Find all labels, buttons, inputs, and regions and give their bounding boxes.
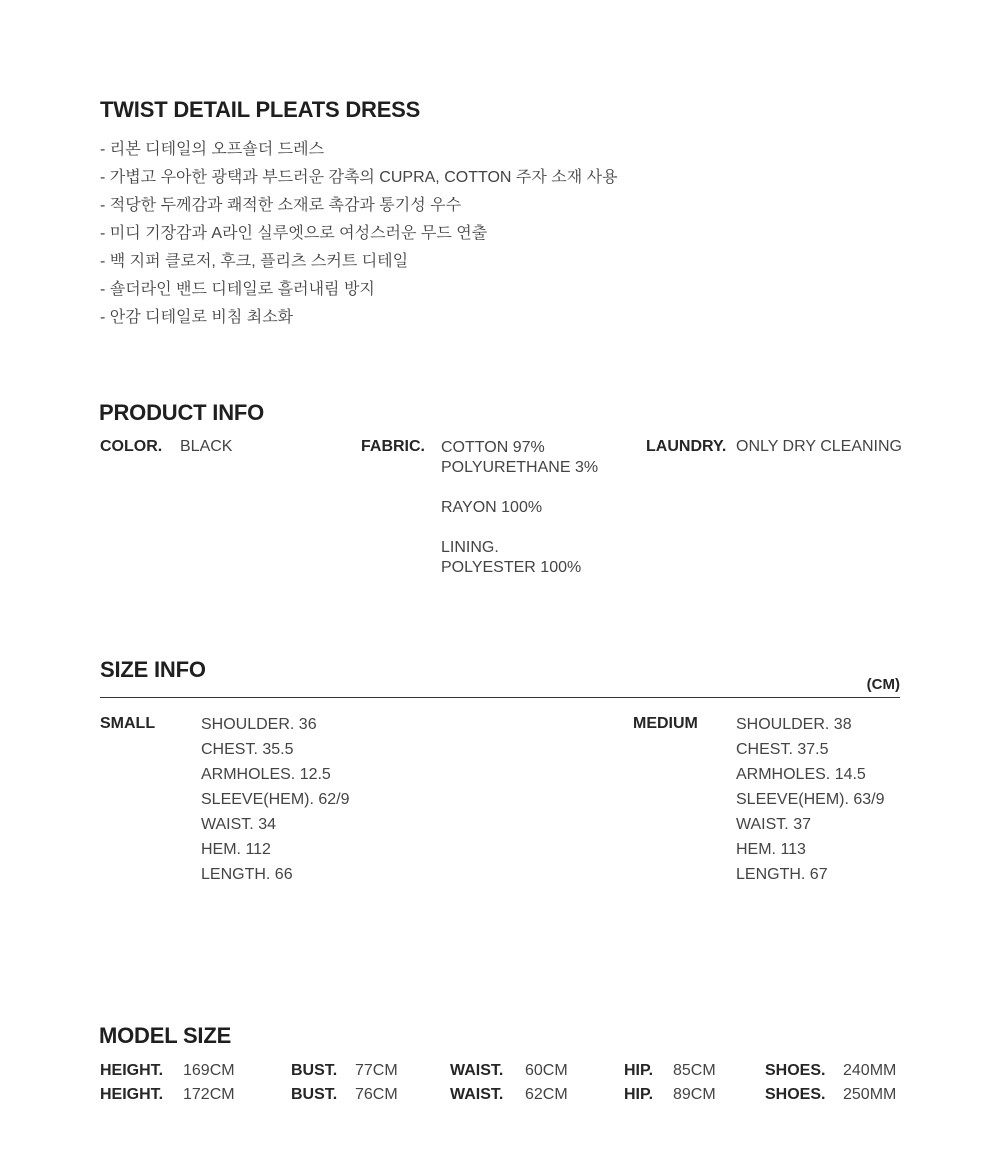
waist-value: 60CM [525,1062,568,1079]
fabric-line: POLYURETHANE 3% [441,459,599,476]
description-item: - 적당한 두께감과 쾌적한 소재로 촉감과 통기성 우수 [100,197,462,214]
color-label: COLOR. [100,438,163,455]
measurement: WAIST. 37 [736,816,811,833]
fabric-line: COTTON 97% [441,439,545,456]
product-info-heading: PRODUCT INFO [99,400,265,425]
hip-value: 85CM [673,1062,716,1079]
measurement: SLEEVE(HEM). 62/9 [201,791,350,808]
measurement: ARMHOLES. 14.5 [736,766,866,783]
fabric-line: POLYESTER 100% [441,559,582,576]
measurement: SLEEVE(HEM). 63/9 [736,791,885,808]
fabric-values [441,438,598,578]
description-item: - 리본 디테일의 오프숄더 드레스 [100,141,325,158]
description-item: - 백 지퍼 클로저, 후크, 플리츠 스커트 디테일 [100,253,409,270]
hip-label: HIP. [624,1062,654,1079]
measurement: CHEST. 35.5 [201,741,294,758]
measurement: ARMHOLES. 12.5 [201,766,331,783]
bust-value: 76CM [355,1086,398,1103]
shoes-label: SHOES. [765,1062,826,1079]
fabric-label: FABRIC. [361,438,425,455]
description-item: - 가볍고 우아한 광택과 부드러운 감촉의 CUPRA, COTTON 주자 소재 사용 [100,169,618,186]
size-divider [100,697,900,698]
height-value: 172CM [183,1086,235,1103]
shoes-value: 250MM [843,1086,897,1103]
waist-value: 62CM [525,1086,568,1103]
fabric-line: RAYON 100% [441,499,543,516]
unit-label: (CM) [866,676,900,693]
size-measurements-small [201,712,350,887]
hip-value: 89CM [673,1086,716,1103]
color-value: BLACK [180,438,233,455]
measurement: CHEST. 37.5 [736,741,829,758]
size-name-medium: MEDIUM [633,715,698,732]
waist-label: WAIST. [450,1086,504,1103]
measurement: SHOULDER. 36 [201,716,317,733]
shoes-label: SHOES. [765,1086,826,1103]
model-size-heading: MODEL SIZE [99,1023,232,1048]
fabric-line: LINING. [441,539,499,556]
description-item: - 미디 기장감과 A라인 실루엣으로 여성스러운 무드 연출 [100,225,488,242]
laundry-label: LAUNDRY. [646,438,727,455]
product-title: TWIST DETAIL PLEATS DRESS [100,97,421,122]
measurement: LENGTH. 67 [736,866,828,883]
measurement: LENGTH. 66 [201,866,293,883]
description-item: - 안감 디테일로 비침 최소화 [100,309,294,326]
measurement: SHOULDER. 38 [736,716,852,733]
measurement: HEM. 113 [736,841,806,858]
height-label: HEIGHT. [100,1086,164,1103]
bust-label: BUST. [291,1062,338,1079]
waist-label: WAIST. [450,1062,504,1079]
laundry-value: ONLY DRY CLEANING [736,438,902,455]
bust-label: BUST. [291,1086,338,1103]
shoes-value: 240MM [843,1062,897,1079]
size-info-heading: SIZE INFO [100,657,206,682]
height-label: HEIGHT. [100,1062,164,1079]
height-value: 169CM [183,1062,235,1079]
measurement: WAIST. 34 [201,816,276,833]
description-list [100,136,618,332]
measurement: HEM. 112 [201,841,271,858]
size-measurements-medium [736,712,885,887]
bust-value: 77CM [355,1062,398,1079]
description-item: - 숄더라인 밴드 디테일로 흘러내림 방지 [100,281,375,298]
size-name-small: SMALL [100,715,156,732]
hip-label: HIP. [624,1086,654,1103]
